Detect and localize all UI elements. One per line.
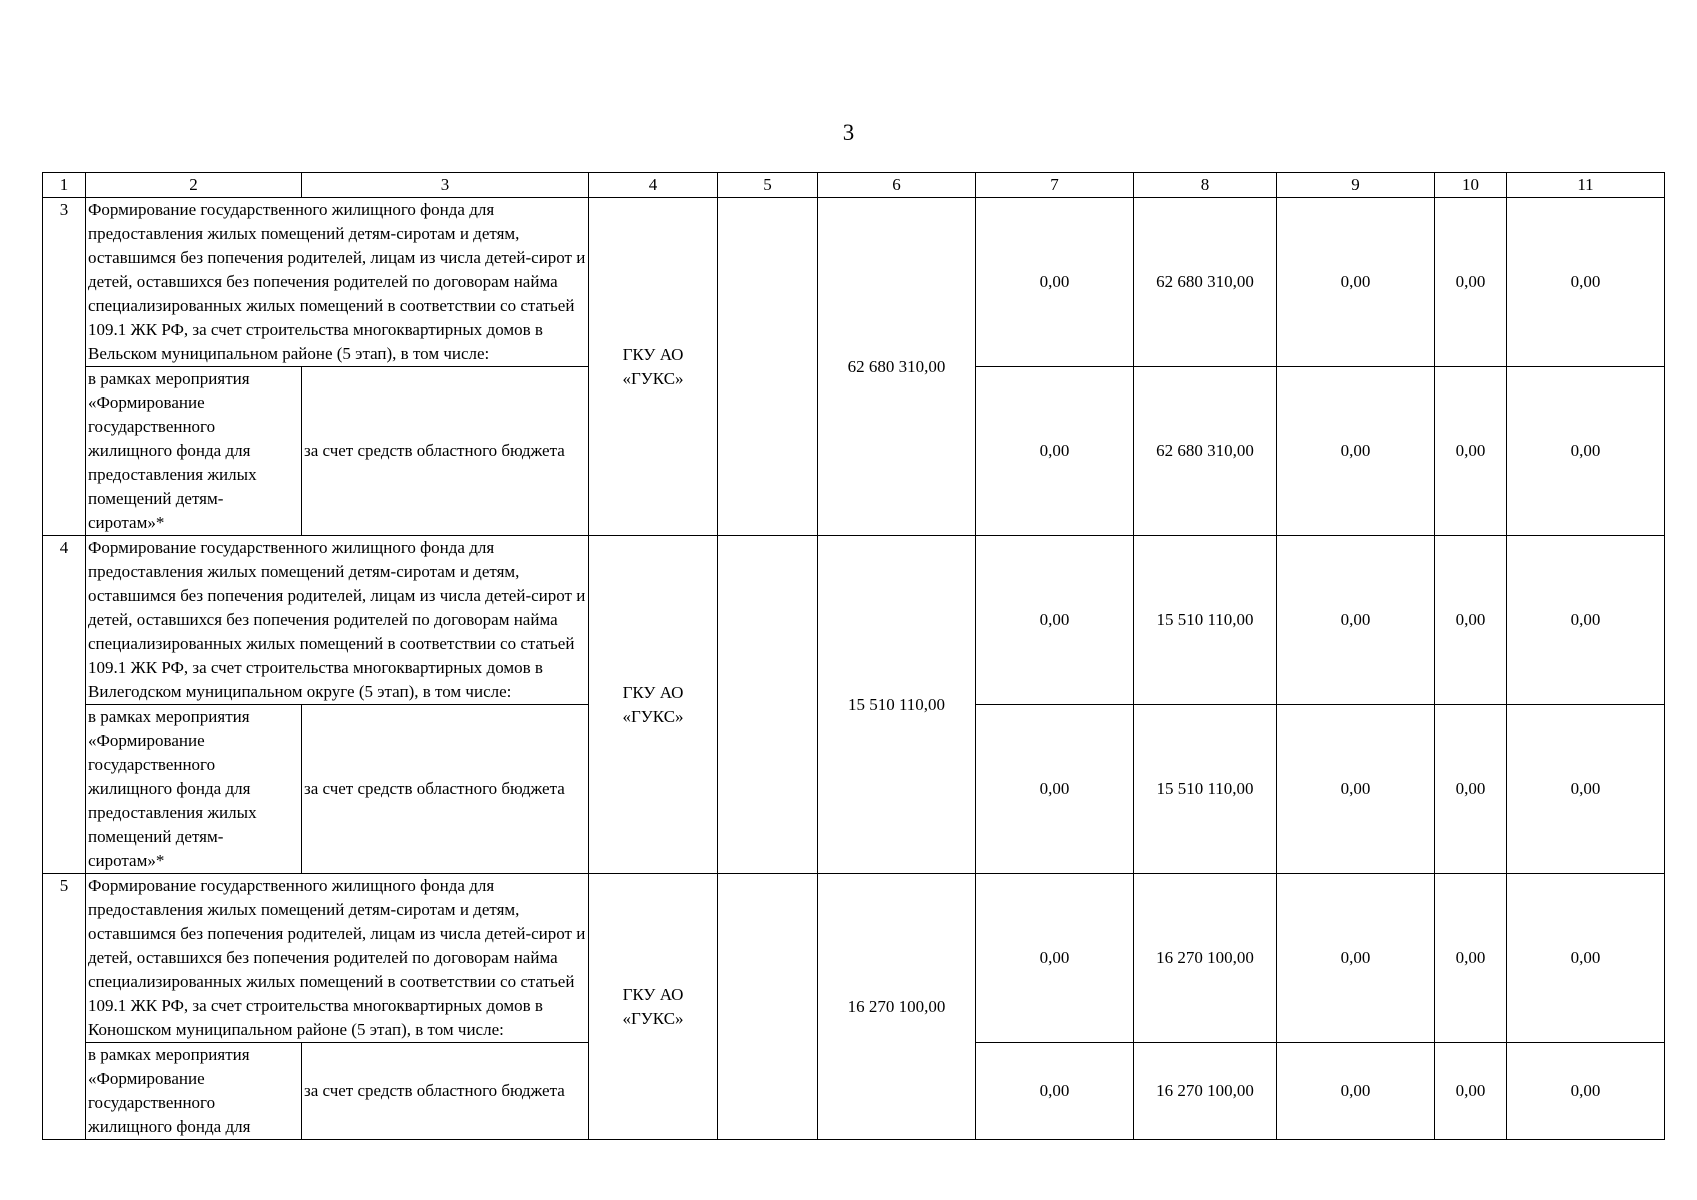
table-row bbox=[43, 198, 1665, 367]
table-row bbox=[43, 874, 1665, 1043]
value-cell: 0,00 bbox=[976, 705, 1134, 874]
value-cell: 0,00 bbox=[976, 874, 1134, 1043]
value-cell: 0,00 bbox=[1277, 198, 1435, 367]
value-cell: 16 270 100,00 bbox=[1134, 1043, 1277, 1140]
executor-cell: ГКУ АО «ГУКС» bbox=[589, 198, 718, 536]
header-col-6: 6 bbox=[818, 173, 976, 198]
header-col-11: 11 bbox=[1507, 173, 1665, 198]
value-cell: 0,00 bbox=[976, 536, 1134, 705]
header-col-3: 3 bbox=[302, 173, 589, 198]
col5-cell bbox=[718, 536, 818, 874]
value-cell: 0,00 bbox=[1277, 536, 1435, 705]
value-cell: 0,00 bbox=[1507, 367, 1665, 536]
header-col-7: 7 bbox=[976, 173, 1134, 198]
total-cell: 15 510 110,00 bbox=[818, 536, 976, 874]
row-number: 3 bbox=[43, 198, 86, 536]
value-cell: 0,00 bbox=[1277, 1043, 1435, 1140]
header-col-9: 9 bbox=[1277, 173, 1435, 198]
header-col-1: 1 bbox=[43, 173, 86, 198]
value-cell: 15 510 110,00 bbox=[1134, 705, 1277, 874]
total-cell: 16 270 100,00 bbox=[818, 874, 976, 1140]
value-cell: 62 680 310,00 bbox=[1134, 367, 1277, 536]
value-cell: 0,00 bbox=[1507, 1043, 1665, 1140]
value-cell: 0,00 bbox=[1435, 536, 1507, 705]
total-cell: 62 680 310,00 bbox=[818, 198, 976, 536]
value-cell: 0,00 bbox=[1277, 874, 1435, 1043]
col5-cell bbox=[718, 198, 818, 536]
program-table bbox=[42, 172, 1665, 1140]
header-col-8: 8 bbox=[1134, 173, 1277, 198]
value-cell: 15 510 110,00 bbox=[1134, 536, 1277, 705]
header-col-2: 2 bbox=[86, 173, 302, 198]
executor-cell: ГКУ АО «ГУКС» bbox=[589, 874, 718, 1140]
activity-description: Формирование государственного жилищного фонда для предоставления жилых помещений детям-сиротам и детям, оставшимся без попечения родителей, лицам из числа детей-сирот и детей, оставшихся без попечения родителей по договорам найма специализированных жилых помещений в соответствии со статьей 109.1 ЖК РФ, за счет строительства многоквартирных домов в Вельском муниципальном районе (5 этап), в том числе: bbox=[86, 198, 589, 367]
header-col-5: 5 bbox=[718, 173, 818, 198]
value-cell: 0,00 bbox=[1507, 705, 1665, 874]
value-cell: 0,00 bbox=[1435, 198, 1507, 367]
value-cell: 0,00 bbox=[976, 198, 1134, 367]
value-cell: 0,00 bbox=[1435, 705, 1507, 874]
value-cell: 16 270 100,00 bbox=[1134, 874, 1277, 1043]
funding-source: за счет средств областного бюджета bbox=[302, 705, 589, 874]
header-col-4: 4 bbox=[589, 173, 718, 198]
value-cell: 0,00 bbox=[1435, 874, 1507, 1043]
value-cell: 62 680 310,00 bbox=[1134, 198, 1277, 367]
header-col-10: 10 bbox=[1435, 173, 1507, 198]
value-cell: 0,00 bbox=[1507, 536, 1665, 705]
header-row bbox=[43, 173, 1665, 198]
funding-source: за счет средств областного бюджета bbox=[302, 367, 589, 536]
executor-cell: ГКУ АО «ГУКС» bbox=[589, 536, 718, 874]
row-number: 4 bbox=[43, 536, 86, 874]
value-cell: 0,00 bbox=[1277, 705, 1435, 874]
value-cell: 0,00 bbox=[1435, 367, 1507, 536]
value-cell: 0,00 bbox=[1507, 198, 1665, 367]
sub-activity: в рамках мероприятия «Формирование государственного жилищного фонда для предоставления жилых помещений детям-сиротам»* bbox=[86, 367, 302, 536]
funding-source: за счет средств областного бюджета bbox=[302, 1043, 589, 1140]
sub-activity: в рамках мероприятия «Формирование государственного жилищного фонда для предоставления жилых помещений детям-сиротам»* bbox=[86, 705, 302, 874]
value-cell: 0,00 bbox=[976, 1043, 1134, 1140]
value-cell: 0,00 bbox=[976, 367, 1134, 536]
value-cell: 0,00 bbox=[1277, 367, 1435, 536]
value-cell: 0,00 bbox=[1435, 1043, 1507, 1140]
page-number: 3 bbox=[842, 120, 855, 145]
sub-activity: в рамках мероприятия «Формирование государственного жилищного фонда для bbox=[86, 1043, 302, 1140]
activity-description: Формирование государственного жилищного фонда для предоставления жилых помещений детям-сиротам и детям, оставшимся без попечения родителей, лицам из числа детей-сирот и детей, оставшихся без попечения родителей по договорам найма специализированных жилых помещений в соответствии со статьей 109.1 ЖК РФ, за счет строительства многоквартирных домов в Коношском муниципальном районе (5 этап), в том числе: bbox=[86, 874, 589, 1043]
value-cell: 0,00 bbox=[1507, 874, 1665, 1043]
col5-cell bbox=[718, 874, 818, 1140]
activity-description: Формирование государственного жилищного фонда для предоставления жилых помещений детям-сиротам и детям, оставшимся без попечения родителей, лицам из числа детей-сирот и детей, оставшихся без попечения родителей по договорам найма специализированных жилых помещений в соответствии со статьей 109.1 ЖК РФ, за счет строительства многоквартирных домов в Вилегодском муниципальном округе (5 этап), в том числе: bbox=[86, 536, 589, 705]
table-row bbox=[43, 536, 1665, 705]
row-number: 5 bbox=[43, 874, 86, 1140]
